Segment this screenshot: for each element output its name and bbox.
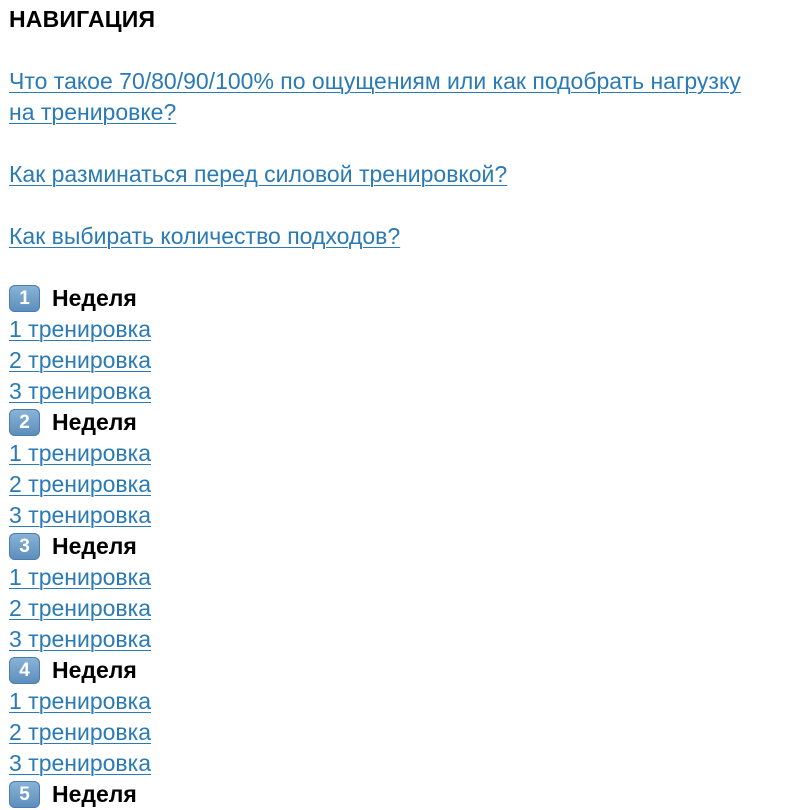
week-2-header: [9, 407, 795, 438]
keycap-3-icon: 3: [9, 533, 40, 560]
week-4-workout-2-link[interactable]: 2 тренировка: [9, 719, 152, 745]
navigation-heading: НАВИГАЦИЯ: [9, 6, 156, 32]
week-1-workout-3-link[interactable]: 3 тренировка: [9, 378, 152, 404]
week-2-workout-2-link[interactable]: 2 тренировка: [9, 471, 152, 497]
guide-link-sets-count[interactable]: Как выбирать количество подходов?: [9, 223, 401, 249]
week-3-workout-3-link[interactable]: 3 тренировка: [9, 626, 152, 652]
week-2-workout-1-link[interactable]: 1 тренировка: [9, 440, 152, 466]
week-3-workout-1-link[interactable]: 1 тренировка: [9, 564, 152, 590]
week-label: Неделя: [52, 409, 137, 435]
keycap-5-icon: 5: [9, 781, 40, 808]
week-3-header: [9, 531, 795, 562]
week-2-workout-3-link[interactable]: 3 тренировка: [9, 502, 152, 528]
week-3-workout-2-link[interactable]: 2 тренировка: [9, 595, 152, 621]
week-4-workout-3-link[interactable]: 3 тренировка: [9, 750, 152, 776]
week-1-header: [9, 283, 795, 314]
week-label: Неделя: [52, 285, 137, 311]
guide-link-effort-percent[interactable]: Что такое 70/80/90/100% по ощущениям или как подобрать нагрузку на тренировке?: [9, 68, 741, 125]
keycap-4-icon: 4: [9, 657, 40, 684]
week-label: Неделя: [52, 657, 137, 683]
week-5-header: [9, 779, 795, 810]
week-1-workout-2-link[interactable]: 2 тренировка: [9, 347, 152, 373]
guide-link-warmup[interactable]: Как разминаться перед силовой тренировкой?: [9, 161, 508, 187]
keycap-2-icon: 2: [9, 409, 40, 436]
navigation-page: [9, 4, 795, 810]
week-4-workout-1-link[interactable]: 1 тренировка: [9, 688, 152, 714]
week-label: Неделя: [52, 781, 137, 807]
week-label: Неделя: [52, 533, 137, 559]
week-1-workout-1-link[interactable]: 1 тренировка: [9, 316, 152, 342]
week-4-header: [9, 655, 795, 686]
keycap-1-icon: 1: [9, 285, 40, 312]
